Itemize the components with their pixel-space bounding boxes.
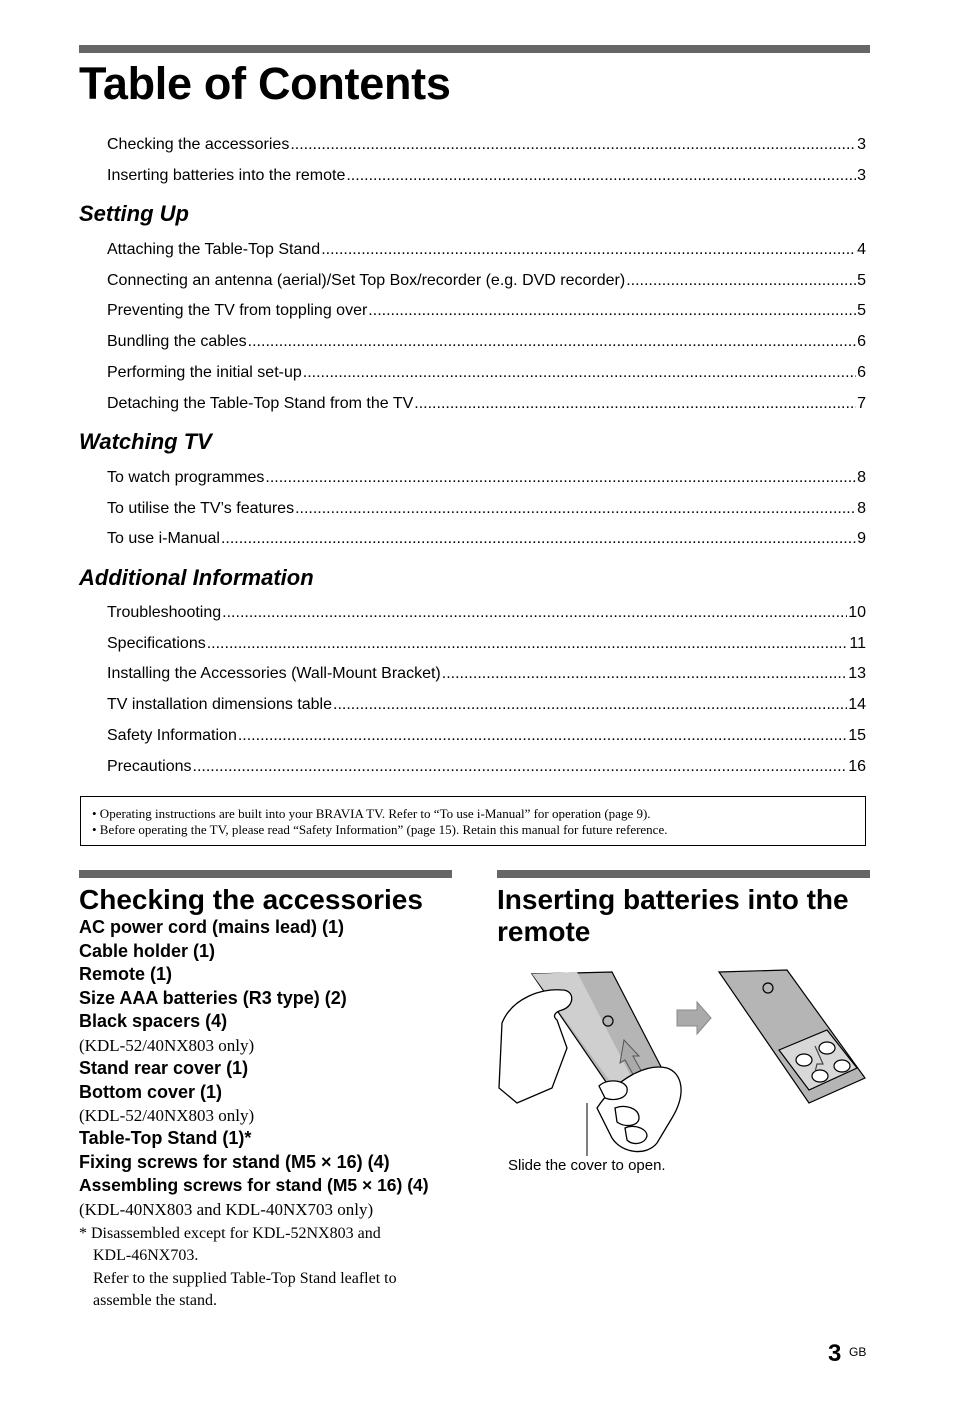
toc-entry-page: 15 <box>848 727 866 744</box>
remote-open-image <box>719 970 865 1103</box>
toc-leader-dots <box>222 603 847 623</box>
toc-leader-dots <box>248 332 856 352</box>
accessory-item: AC power cord (mains lead) (1) <box>79 917 345 937</box>
toc-entry[interactable] <box>107 361 866 383</box>
toc-entry-title: To utilise the TV’s features <box>107 500 295 517</box>
accessories-footnote <box>79 1223 459 1312</box>
note-line: • Operating instructions are built into your BRAVIA TV. Refer to “To use i-Manual” for operation (page 9). <box>92 806 651 821</box>
toc-entry-title: Inserting batteries into the remote <box>107 167 346 184</box>
battery-insertion-illustration <box>497 968 869 1158</box>
note-box <box>80 796 866 846</box>
toc-entry-title: Safety Information <box>107 727 237 744</box>
toc-entry-page: 8 <box>857 500 866 517</box>
toc-leader-dots <box>303 363 856 383</box>
toc-entry-title: Precautions <box>107 758 192 775</box>
toc-entry-title: Checking the accessories <box>107 136 290 153</box>
footnote-line: * Disassembled except for KDL-52NX803 and <box>79 1225 381 1242</box>
toc-leader-dots <box>238 726 847 746</box>
accessory-item: Cable holder (1) <box>79 940 216 961</box>
toc-entry[interactable] <box>107 632 866 654</box>
toc-section-heading: Setting Up <box>79 201 189 226</box>
accessory-model-note: (KDL-52/40NX803 only) <box>79 1106 255 1126</box>
toc-entry[interactable] <box>107 392 866 414</box>
toc-entry[interactable] <box>107 330 866 352</box>
title-rule <box>79 45 870 53</box>
toc-entry-title: Installing the Accessories (Wall-Mount Bracket) <box>107 665 441 682</box>
toc-entry-page: 13 <box>848 665 866 682</box>
accessories-heading: Checking the accessories <box>79 884 423 915</box>
accessory-item: Stand rear cover (1) <box>79 1057 249 1078</box>
toc-entry-title: Bundling the cables <box>107 333 247 350</box>
toc-entry[interactable] <box>107 164 866 186</box>
note-line: • Before operating the TV, please read “Safety Information” (page 15). Retain this manual for future reference. <box>92 822 668 837</box>
toc-entry-page: 14 <box>848 696 866 713</box>
footnote-line: Refer to the supplied Table-Top Stand leaflet to <box>93 1269 397 1287</box>
toc-leader-dots <box>346 166 856 186</box>
accessories-rule <box>79 870 452 878</box>
footnote-line: assemble the stand. <box>93 1291 217 1309</box>
accessory-item: Assembling screws for stand (M5 × 16) (4) <box>79 1175 429 1196</box>
toc-entry-page: 16 <box>848 758 866 775</box>
toc-entry-page: 11 <box>849 635 866 652</box>
toc-entry-title: Connecting an antenna (aerial)/Set Top Box/recorder (e.g. DVD recorder) <box>107 272 626 289</box>
toc-entry-page: 5 <box>857 272 866 289</box>
accessories-list <box>79 916 459 1221</box>
batteries-heading-line2: remote <box>497 916 591 947</box>
toc-entry-page: 10 <box>848 604 866 621</box>
toc-entry[interactable] <box>107 238 866 260</box>
toc-entry-page: 8 <box>857 469 866 486</box>
accessory-item: Remote (1) <box>79 964 173 985</box>
toc-entry-title: Detaching the Table-Top Stand from the TV <box>107 395 414 412</box>
toc-entry-page: 3 <box>857 136 866 153</box>
batteries-rule <box>497 870 870 878</box>
page-title: Table of Contents <box>79 58 451 109</box>
footnote-line: KDL-46NX703. <box>93 1247 199 1265</box>
toc-leader-dots <box>626 271 856 291</box>
accessory-item: Black spacers (4) <box>79 1011 228 1032</box>
accessory-item: Size AAA batteries (R3 type) (2) <box>79 987 347 1008</box>
toc-entry-title: TV installation dimensions table <box>107 696 333 713</box>
toc-entry-page: 9 <box>857 530 866 547</box>
toc-entry-title: Attaching the Table-Top Stand <box>107 241 321 258</box>
arrow-right-icon <box>677 1002 711 1034</box>
batteries-heading-line1: Inserting batteries into the <box>497 884 849 915</box>
toc-entry[interactable] <box>107 724 866 746</box>
toc-leader-dots <box>414 394 856 414</box>
toc-entry-page: 6 <box>857 364 866 381</box>
accessory-item: Fixing screws for stand (M5 × 16) (4) <box>79 1151 390 1172</box>
toc-entry-title: Specifications <box>107 635 206 652</box>
toc-leader-dots <box>221 529 856 549</box>
toc-section-heading: Watching TV <box>79 429 212 454</box>
toc-section-heading: Additional Information <box>79 565 314 590</box>
toc-leader-dots <box>333 695 847 715</box>
toc-entry[interactable] <box>107 133 866 155</box>
toc-entry[interactable] <box>107 466 866 488</box>
toc-entry-page: 4 <box>857 241 866 258</box>
toc-leader-dots <box>265 468 856 488</box>
toc-entry-page: 3 <box>857 167 866 184</box>
accessory-model-note: (KDL-40NX803 and KDL-40NX703 only) <box>79 1199 374 1219</box>
page-number: 3 <box>828 1340 842 1367</box>
page-suffix: GB <box>849 1345 867 1359</box>
toc-entry[interactable] <box>107 497 866 519</box>
accessory-model-note: (KDL-52/40NX803 only) <box>79 1035 255 1055</box>
accessory-item: Bottom cover (1) <box>79 1081 223 1102</box>
toc-entry[interactable] <box>107 601 866 623</box>
batteries-heading <box>497 884 849 948</box>
toc-entry-title: Performing the initial set-up <box>107 364 302 381</box>
toc-entry-title: Preventing the TV from toppling over <box>107 302 368 319</box>
toc-entry[interactable] <box>107 662 866 684</box>
toc-entry[interactable] <box>107 299 866 321</box>
toc-entry-page: 5 <box>857 302 866 319</box>
toc-leader-dots <box>368 301 856 321</box>
toc-entry-page: 6 <box>857 333 866 350</box>
toc-entry-title: To use i-Manual <box>107 530 220 547</box>
toc-entry[interactable] <box>107 693 866 715</box>
toc-leader-dots <box>442 664 847 684</box>
toc-leader-dots <box>290 135 856 155</box>
accessory-item: Table-Top Stand (1)* <box>79 1128 252 1149</box>
toc-entry-title: Troubleshooting <box>107 604 222 621</box>
toc-leader-dots <box>321 240 856 260</box>
toc-entry[interactable] <box>107 755 866 777</box>
toc-entry-title: To watch programmes <box>107 469 265 486</box>
toc-entry-page: 7 <box>857 395 866 412</box>
toc-leader-dots <box>207 634 849 654</box>
toc-entry[interactable] <box>107 269 866 291</box>
illustration-caption: Slide the cover to open. <box>508 1157 666 1174</box>
toc-leader-dots <box>295 499 856 519</box>
toc-leader-dots <box>193 757 848 777</box>
toc-entry[interactable] <box>107 527 866 549</box>
